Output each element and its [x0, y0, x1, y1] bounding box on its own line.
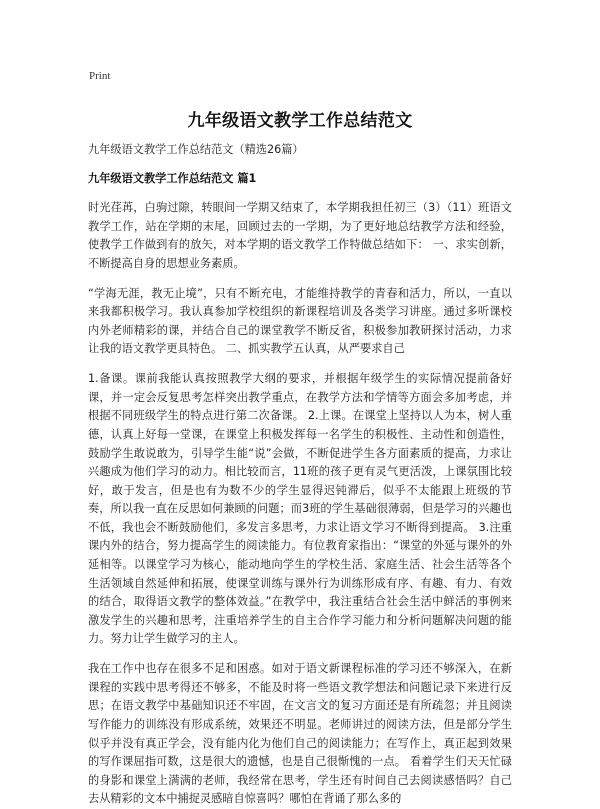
print-link[interactable]: Print — [89, 70, 111, 82]
document-subtitle: 九年级语文教学工作总结范文（精选26篇） — [88, 143, 304, 156]
paragraph-learning: “学海无涯，教无止境”，只有不断充电，才能维持教学的青春和活力，所以，一直以来我都积极学习。我认真参加学校组织的新课程培训及各类学习讲座。通过多听课校内外老师精彩的课，并结合自己的课堂教学不断反省，积极参加教研探讨活动，力求让我的语文教学更具特色。 二、抓实教学五认真，从严要求自己 — [88, 286, 512, 356]
document-title: 九年级语文教学工作总结范文 — [187, 111, 413, 131]
paragraph-teaching-methods: 1.备课。课前我能认真按照教学大纲的要求，并根据年级学生的实际情况提前备好课，并一定会反复思考怎样突出教学重点，在教学方法和学情等方面会多加考虑，并根据不同班级学生的特点进行第二次备课。 2.上课。在课堂上坚持以人为本，树人重德，认真上好每一堂课，在课堂上积极发挥每一名学生的积极性、主动性和创造性，鼓励学生敢说敢为，引导学生能“说”会做，不断促进学生各方面素质的提高，力求让兴趣成为他们学习的动力。相比较而言，11班的孩子更有灵气更活泼，上课氛围比较好，敢于发言，但是也有为数不少的学生显得迟钝滞后，似乎不太能跟上班级的节奏，所以我一直在反思如何兼顾的问题；而3班的学生基础很薄弱，但是学习的兴趣也不低，我也会不断鼓励他们，多发言多思考，力求让语文学习不断得到提高。 3.注重课内外的结合，努力提高学生的阅读能力。有位教育家指出：“课堂的外延与课外的外延相等。以课堂学习为核心，能动地向学生的学校生活、家庭生活、社会生活等各个生活领域自然延伸和拓展，使课堂训练与课外行为训练形成有序、有趣、有力、有效的结合，取得语文教学的整体效益。”在教学中，我注重结合社会生活中鲜活的事例来激发学生的兴趣和思考，注重培养学生的自主合作学习能力和分析问题解决问题的能力。努力让学生做学习的主人。 — [88, 372, 512, 646]
paragraph-intro: 时光荏苒，白驹过隙，转眼间一学期又结束了，本学期我担任初三（3）（11）班语文教学工作，站在学期的末尾，回顾过去的一学期，为了更好地总结教学方法和经验，使教学工作做到有的放矢，对本学期的语文教学工作特做总结如下： 一、求实创新，不断提高自身的思想业务素质。 — [88, 201, 512, 270]
paragraph-shortcomings: 我在工作中也存在很多不足和困惑。如对于语文新课程标准的学习还不够深入，在新课程的实践中思考得还不够多，不能及时将一些语文教学想法和问题记录下来进行反思；在语文教学中基础知识还不牢固，在文言文的复习方面还是有所疏忽；并且阅读写作能力的训练没有形成系统，效果还不明显。老师讲过的阅读方法，但是部分学生似乎并没有真正学会，没有能内化为他们自己的阅读能力；在写作上，真正起到效果的写作课屈指可数，这是很大的遗憾，也是自己很惭愧的一点。 看着学生们天天忙碌的身影和课堂上满满的老师，我经常在思考，学生还有时间自己去阅读感悟吗？自己去从精彩的文本中捕捉灵感暗自惊喜吗？哪怕在背诵了那么多的 — [88, 662, 512, 806]
section-heading: 九年级语文教学工作总结范文 篇1 — [88, 172, 257, 185]
